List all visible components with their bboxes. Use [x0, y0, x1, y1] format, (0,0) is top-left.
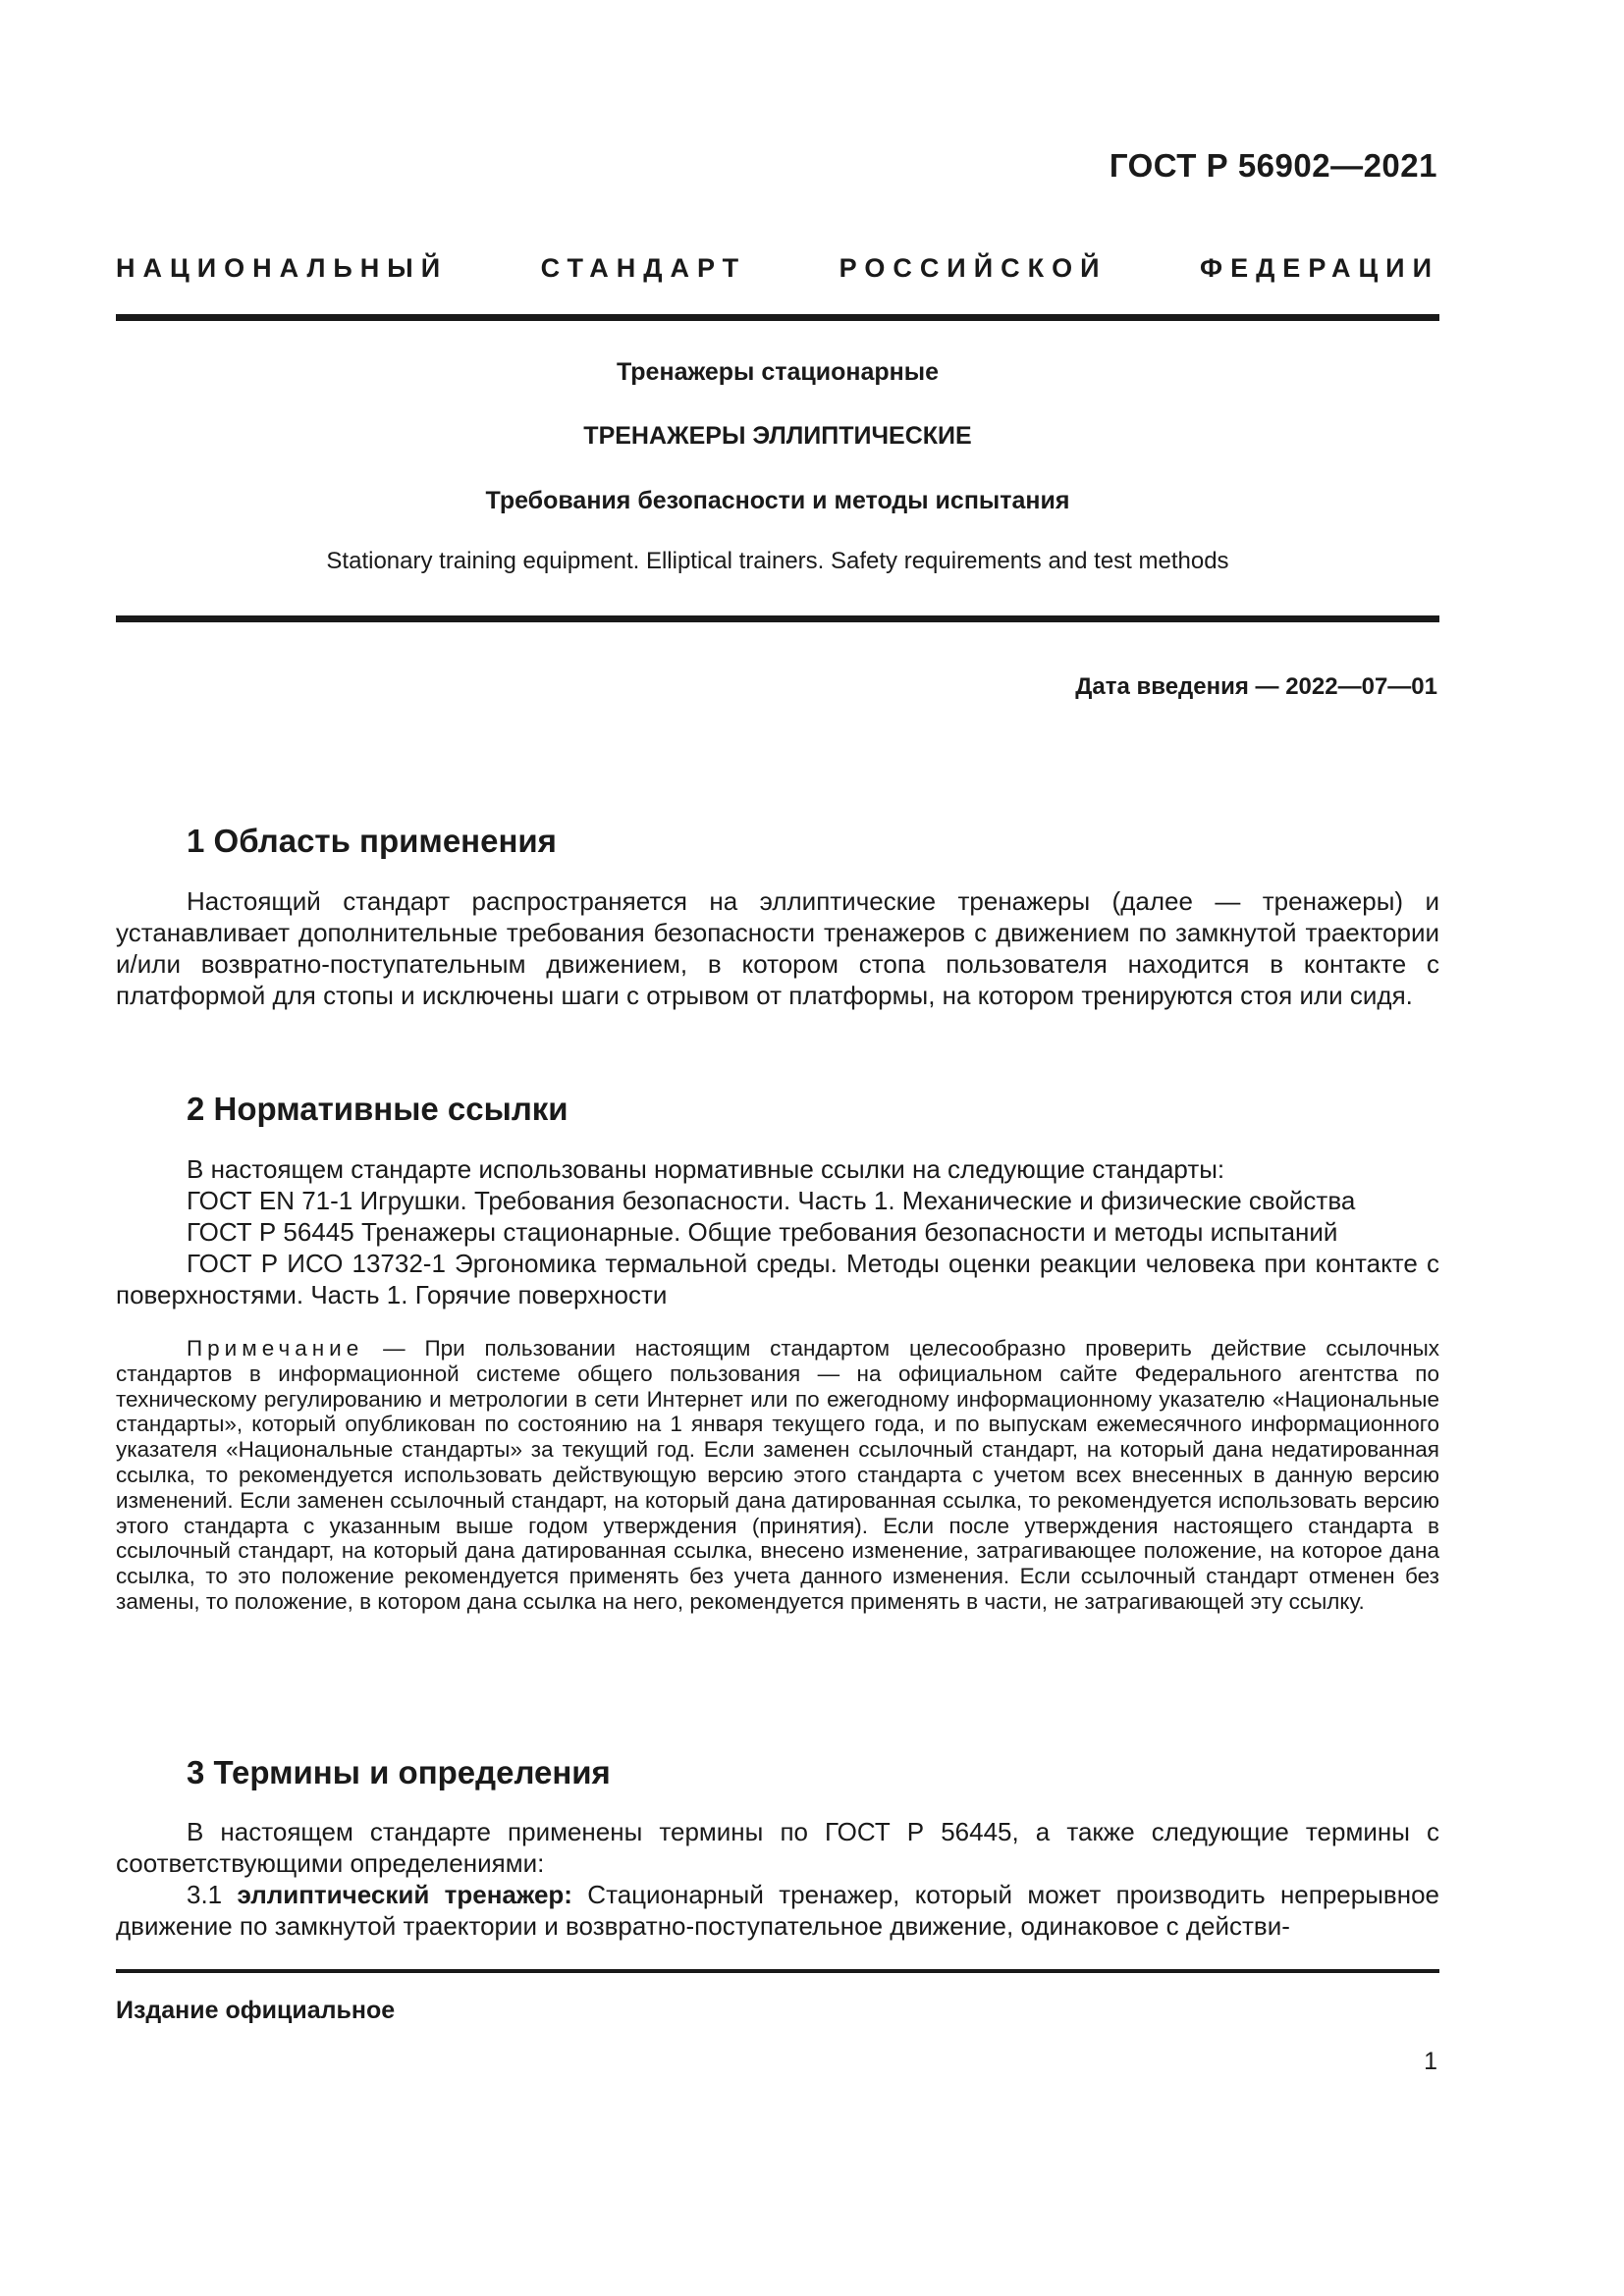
top-rule — [116, 314, 1439, 321]
reference-item: ГОСТ Р ИСО 13732-1 Эргономика термальной среды. Методы оценки реакции человека при контакте с поверхностями. Часть 1. Горячие поверхности — [116, 1249, 1439, 1309]
section-2-body — [116, 1153, 1439, 1310]
section-1-paragraph: Настоящий стандарт распространяется на эллиптические тренажеры (далее — тренажеры) и устанавливает дополнительные требования безопасности тренажеров с движением по замкнутой траектории и/или возвратно-поступательным движением, в котором стопа пользователя находится в контакте с платформой для стопы и исключены шаги с отрывом от платформы, на котором тренируются стоя или сидя. — [116, 886, 1439, 1010]
section-3-heading: 3 Термины и определения — [187, 1754, 611, 1790]
title-line-1: Тренажеры стационарные — [616, 358, 940, 386]
reference-item: ГОСТ EN 71-1 Игрушки. Требования безопасности. Часть 1. Механические и физические свойства — [187, 1186, 1356, 1215]
title-line-3: Требования безопасности и методы испытания — [485, 487, 1070, 514]
title-line-2: ТРЕНАЖЕРЫ ЭЛЛИПТИЧЕСКИЕ — [583, 422, 972, 450]
note-text: — При пользовании настоящим стандартом целесообразно проверить действие ссылочных стандартов в информационной системе общего пользования — на официальном сайте Федерального агентства по техническому регулированию и метрологии в сети Интернет или по ежегодному информационному указателю «Национальные стандарты», который опубликован по состоянию на 1 января текущего года, и по выпускам ежемесячного информационного указателя «Национальные стандарты» за текущий год. Если заменен ссылочный стандарт, на который дана недатированная ссылка, то рекомендуется использовать действующую версию этого стандарта с учетом всех внесенных в данную версию изменений. Если заменен ссылочный стандарт, на который дана датированная ссылка, то рекомендуется использовать версию этого стандарта с указанным выше годом утверждения (принятия). Если после утверждения настоящего стандарта в ссылочный стандарт, на который дана датированная ссылка, внесено изменение, затрагивающее положение, на которое дана ссылка, то это положение рекомендуется применять без учета данного изменения. Если ссылочный стандарт отменен без замены, то положение, в котором дана ссылка на него, рекомендуется применять в части, не затрагивающей эту ссылку. — [116, 1336, 1439, 1614]
term-name: эллиптический тренажер: — [237, 1880, 572, 1909]
footer-rule — [116, 1969, 1439, 1973]
national-standard-title: НАЦИОНАЛЬНЫЙ СТАНДАРТ РОССИЙСКОЙ ФЕДЕРАЦИИ — [116, 253, 1439, 283]
title-english: Stationary training equipment. Elliptical trainers. Safety requirements and test methods — [326, 548, 1229, 574]
term-number: 3.1 — [187, 1880, 223, 1909]
section-1-heading: 1 Область применения — [187, 823, 557, 859]
section-2-note — [116, 1336, 1439, 1615]
introduction-date: Дата введения — 2022—07—01 — [1075, 673, 1437, 700]
section-1-body — [116, 885, 1439, 1011]
reference-item: ГОСТ Р 56445 Тренажеры стационарные. Общие требования безопасности и методы испытаний — [187, 1217, 1338, 1247]
official-edition-label: Издание официальное — [116, 1997, 396, 2024]
term-definition-text: Стационарный тренажер, который может производить непрерывное движение по замкнутой траектории и возвратно-поступательное движение, одинаковое с действи- — [116, 1880, 1440, 1941]
section-2-heading: 2 Нормативные ссылки — [187, 1091, 568, 1127]
page-number: 1 — [1424, 2048, 1437, 2075]
title-bottom-rule — [116, 615, 1439, 622]
section-2-intro: В настоящем стандарте использованы нормативные ссылки на следующие стандарты: — [187, 1154, 1225, 1184]
note-label: Примечание — [187, 1336, 364, 1361]
section-3-body — [116, 1816, 1439, 1942]
section-3-intro: В настоящем стандарте применены термины по ГОСТ Р 56445, а также следующие термины с соответствующими определениями: — [116, 1817, 1439, 1878]
term-definition — [116, 1879, 1439, 1942]
document-number: ГОСТ Р 56902—2021 — [1109, 147, 1437, 184]
